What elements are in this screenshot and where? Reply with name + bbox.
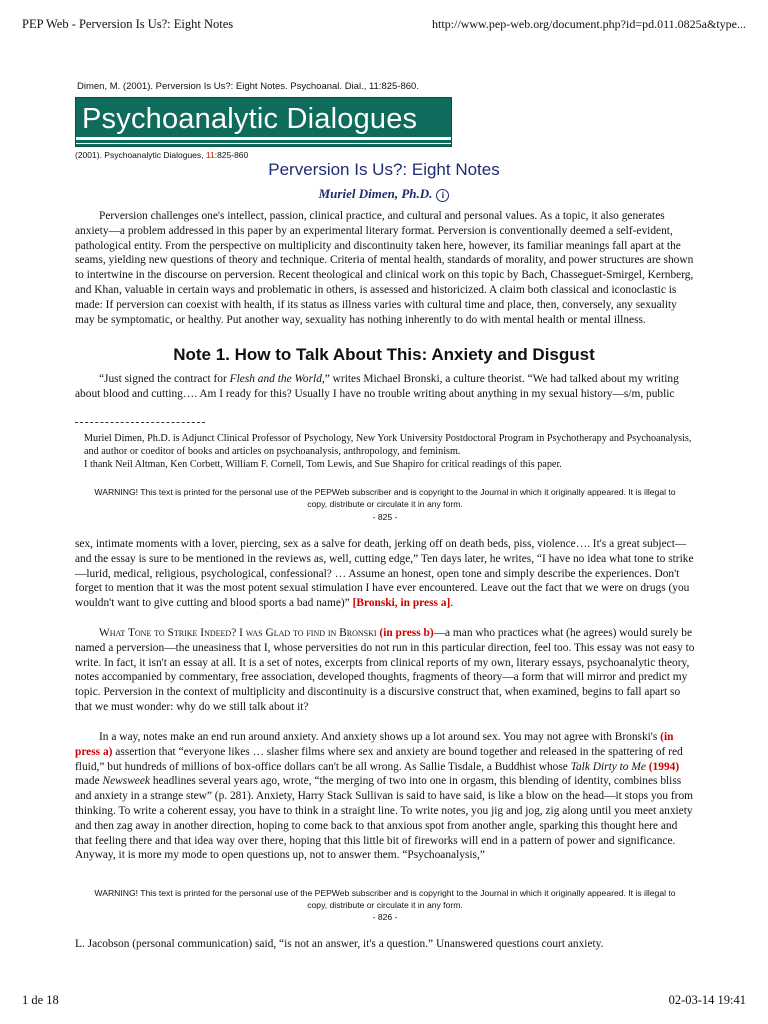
p1-book-title: Flesh and the World, [229, 373, 325, 385]
p3-text-b: —a man who practices what (he agrees) would surely be named a perversion—the uneasiness that I, whose perversities do not run in this particular direction, feel too. This essay was not easy to write. In fact, it isn't an essay at all. It is a set of notes, excerpts from clinical reports of my own, literary essays, psychoanalytic theory, notes accompanied by commentary, free association, developed thoughts, fragments of theory—a form that will mirror and predict my topic. Perversion in the context of multiplicity and discontinuity is a discursive construct that, when examined, begins to fall apart so that we must wonder: why do we still talk about it? [75, 627, 695, 713]
author-name: Muriel Dimen, Ph.D. [318, 186, 433, 201]
ref-link-bronski-a[interactable]: [Bronski, in press a] [352, 597, 451, 610]
journal-reference [75, 150, 248, 160]
volume-link[interactable]: 11 [205, 150, 215, 160]
p3-small-caps: What Tone to Strike Indeed? I was Glad to find in Bronski [99, 627, 377, 639]
footnote-divider [75, 422, 205, 423]
p4-text-b: assertion that “everyone likes … slasher films where sex and anxiety are bound together and released in the spattering of red fluid,” but hundreds of millions of box-office dollars can't be all wrong. As Sallie Tisdale, a Buddhist whose [75, 745, 683, 773]
ref-link-bronski-b[interactable]: (in press b) [379, 627, 434, 639]
page-counter: 1 de 18 [22, 993, 59, 1007]
ref-link-bronski-a-2[interactable]: (in press a) [75, 731, 674, 758]
browser-page-title: PEP Web - Perversion Is Us?: Eight Notes [22, 17, 234, 31]
p2-text-b: . [450, 597, 454, 610]
journal-logo [75, 97, 452, 147]
journal-ref-prefix: (2001). Psychoanalytic Dialogues, [75, 150, 206, 160]
p4-text-c: made [75, 775, 103, 788]
logo-text: Psychoanalytic Dialogues [82, 103, 418, 135]
p4-text-a: In a way, notes make an end run around anxiety. And anxiety shows up a lot around sex. You may not agree with Bronski's [99, 731, 661, 743]
abstract: Perversion challenges one's intellect, passion, clinical practice, and cultural and personal values. As a topic, it also generates anxiety—a problem addressed in this paper by an experimental literary format. Perversion is conventionally deemed a self-evident, pathological entity. From the perspective on multiplicity and discontinuity taken here, however, its familiar meanings fall apart at the seams, yielding new questions of theory and technique. Criteria of mental health, standards of morality, and power structures are shown to intertwine in the discourse on perversion. Recent theological and clinical work on this topic by Bach, Chasseguet-Smirgel, Kernberg, and Khan, valuable in certain ways and problematic in others, is assessed and historicized. A claim both classical and iconoclastic is made: If perversion can coexist with health, if its status as illness varies with cultural time and place, then, conversely, any sexuality may be symptomatic, or healthy. Put another way, sexuality has nothing inherently to do with mental health or mental illness. [75, 210, 694, 326]
page-number-825: - 825 - [372, 512, 398, 522]
paragraph-3 [75, 626, 697, 715]
logo-underline [76, 137, 451, 140]
citation-line: Dimen, M. (2001). Perversion Is Us?: Eight Notes. Psychoanal. Dial., 11:825-860. [77, 81, 419, 92]
author-line [0, 186, 768, 202]
page-number-826: - 826 - [372, 912, 398, 922]
print-timestamp: 02-03-14 19:41 [668, 993, 746, 1007]
paragraph-5: L. Jacobson (personal communication) said, “is not an answer, it's a question.” Unanswered questions court anxiety. [75, 938, 604, 950]
footnote-acknowledgments: I thank Neil Altman, Ken Corbett, William F. Cornell, Tom Lewis, and Sue Shapiro for critical readings of this paper. [84, 459, 562, 470]
paragraph-4 [75, 730, 697, 863]
p4-magazine: Newsweek [102, 775, 150, 788]
journal-ref-pages: :825-860 [214, 150, 249, 160]
copyright-warning-1: WARNING! This text is printed for the personal use of the PEPWeb subscriber and is copyright to the Journal in which it originally appeared. It is illegal to copy, distribute or circulate it in any form. [94, 487, 676, 509]
paragraph-1 [75, 372, 697, 402]
p4-book-title: Talk Dirty to Me [570, 760, 646, 773]
article-title: Perversion Is Us?: Eight Notes [268, 160, 500, 179]
browser-url: http://www.pep-web.org/document.php?id=pd.011.0825a&type... [432, 17, 746, 31]
footnote-author-bio: Muriel Dimen, Ph.D. is Adjunct Clinical Professor of Psychology, New York University Postdoctoral Program in Psychotherapy and Psychoanalysis, and author or coeditor of books and articles on psychoanalysis, anthropology, and feminism. [84, 433, 692, 457]
copyright-warning-2: WARNING! This text is printed for the personal use of the PEPWeb subscriber and is copyright to the Journal in which it originally appeared. It is illegal to copy, distribute or circulate it in any form. [94, 888, 676, 910]
info-icon[interactable]: i [436, 189, 449, 202]
p4-text-d: headlines several years ago, wrote, “the merging of two into one in orgasm, this blending of identity, combines bliss and anxiety in a strange stew” (p. 281). Anxiety, Harry Stack Sullivan is said to have said, is like a blow on the head—it stops you from thinking. To write a coherent essay, you have to think in a straight line. To write notes, you jig and jog, zig along until you meet anxiety and then zag away in another direction, hoping to come back to that anxious spot from another angle, sparking this thought here and that feeling there and that idea way over there, hoping that this little bit of fireworks will end in a pattern of power and significance. Anyway, it is more my mode to open questions up, not to answer them. “Psychoanalysis,” [75, 775, 694, 862]
paragraph-2 [75, 537, 697, 611]
section-heading: Note 1. How to Talk About This: Anxiety and Disgust [173, 345, 595, 364]
p1-text-a: “Just signed the contract for [99, 373, 230, 385]
ref-link-tisdale-1994[interactable]: (1994) [648, 760, 680, 773]
logo-underline-thin [76, 143, 451, 144]
p2-text-a: sex, intimate moments with a lover, piercing, sex as a salve for death, jerking off on death beds, piss, violence…. It's a great subject—and the essay is sure to be mentioned in the reviews as, well, cutting edge,” Ten days later, he writes, “I have no idea what tone to strike—lurid, medical, religious, psychological, confessional? … Assume an honest, open tone and simply describe the experiences. Don't forget to mention that it was the most potent sexual stimulation I have ever encountered. Leave out the fact that we were on drugs (you wouldn't want to give cutting and blood sports a bad name)” [75, 538, 694, 610]
p1-text-c: ” writes Michael Bronski, a culture theorist. “We had talked about my writing about blood and cutting…. Am I ready for this? Usually I have no trouble writing about anything in my sexual history—s/m, public [75, 373, 679, 400]
